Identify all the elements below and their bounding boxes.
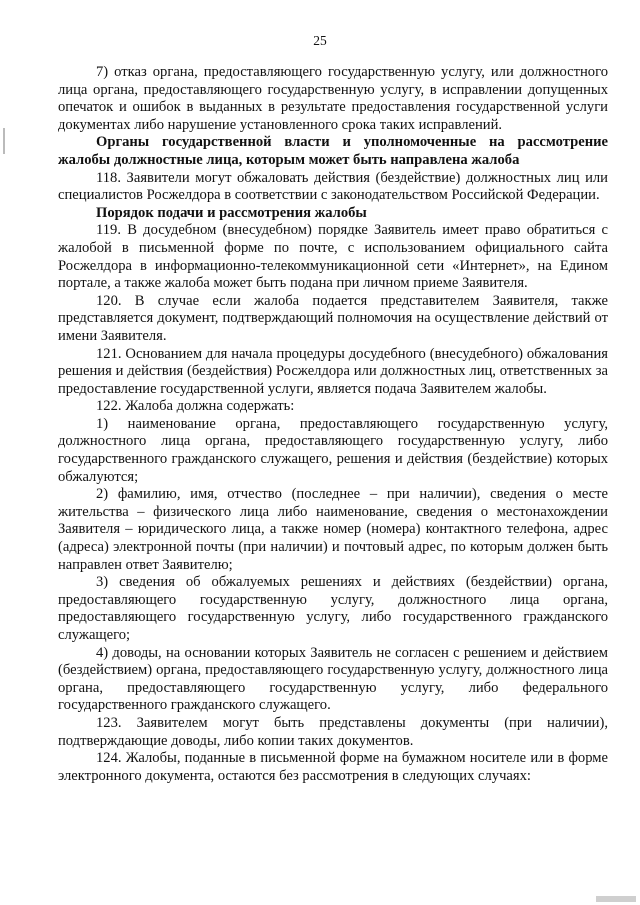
section-heading-complaint-procedure: Порядок подачи и рассмотрения жалобы (96, 204, 367, 221)
paragraph-122: 122. Жалоба должна содержать: (96, 398, 295, 415)
paragraph-120: 120. В случае если жалоба подается представителем Заявителя, также представляется документ, подтверждающий полномочия на осуществление действий от имени Заявителя. (58, 292, 608, 344)
page-number: 25 (313, 33, 327, 48)
paragraph-123: 123. Заявителем могут быть представлены документы (при наличии), подтверждающие доводы, либо копии таких документов. (58, 714, 608, 749)
paragraph-121: 121. Основанием для начала процедуры досудебного (внесудебного) обжалования решения и действия (бездействия) Росжелдора или должностных лиц, ответственных за предоставление государственной услуги, является подача Заявителем жалобы. (58, 345, 608, 397)
paragraph-119: 119. В досудебном (внесудебном) порядке Заявитель имеет право обратиться с жалобой в письменной форме по почте, с использованием официального сайта Росжелдора в информационно-телекоммуникационной сети «Интернет», на Едином портале, а также жалоба может быть подана при личном приеме Заявителя. (58, 222, 608, 292)
paragraph-item-7: 7) отказ органа, предоставляющего государственную услугу, или должностного лица органа, предоставляющего государственную услугу, в исправлении допущенных опечаток и ошибок в выданных в результате предоставления государственной услуги документах либо нарушение установленного срока таких исправлений. (58, 64, 608, 133)
document-body (58, 64, 608, 785)
section-heading-complaint-bodies: Органы государственной власти и уполномоченные на рассмотрение жалобы должностные лица, которым может быть направлена жалоба (58, 134, 608, 168)
scan-edge-mark (596, 896, 636, 902)
scan-margin-mark (3, 128, 5, 154)
list-item-4: 4) доводы, на основании которых Заявитель не согласен с решением и действием (бездействием) органа, предоставляющего государственную услугу, должностного лица органа, предоставляющего государственную услугу, либо федерального государственного гражданского служащего. (58, 644, 608, 714)
list-item-2: 2) фамилию, имя, отчество (последнее – при наличии), сведения о месте жительства – физического лица либо наименование, сведения о местонахождении Заявителя – юридического лица, а также номер (номера) контактного телефона, адрес (адреса) электронной почты (при наличии) и почтовый адрес, по которым должен быть направлен ответ Заявителю; (58, 486, 608, 573)
paragraph-124: 124. Жалобы, поданные в письменной форме на бумажном носителе или в форме электронного документа, остаются без рассмотрения в следующих случаях: (58, 750, 608, 784)
list-item-3: 3) сведения об обжалуемых решениях и действиях (бездействии) органа, предоставляющего государственную услугу, должностного лица органа, предоставляющего государственную услугу, либо государственного гражданского служащего; (58, 574, 608, 643)
list-item-1: 1) наименование органа, предоставляющего государственную услугу, должностного лица органа, предоставляющего государственную услугу, либо государственного гражданского служащего, решения и действия (бездействие) которых обжалуются; (58, 415, 608, 485)
paragraph-118: 118. Заявители могут обжаловать действия (бездействие) должностных лиц или специалистов Росжелдора в соответствии с законодательством Российской Федерации. (58, 169, 608, 204)
